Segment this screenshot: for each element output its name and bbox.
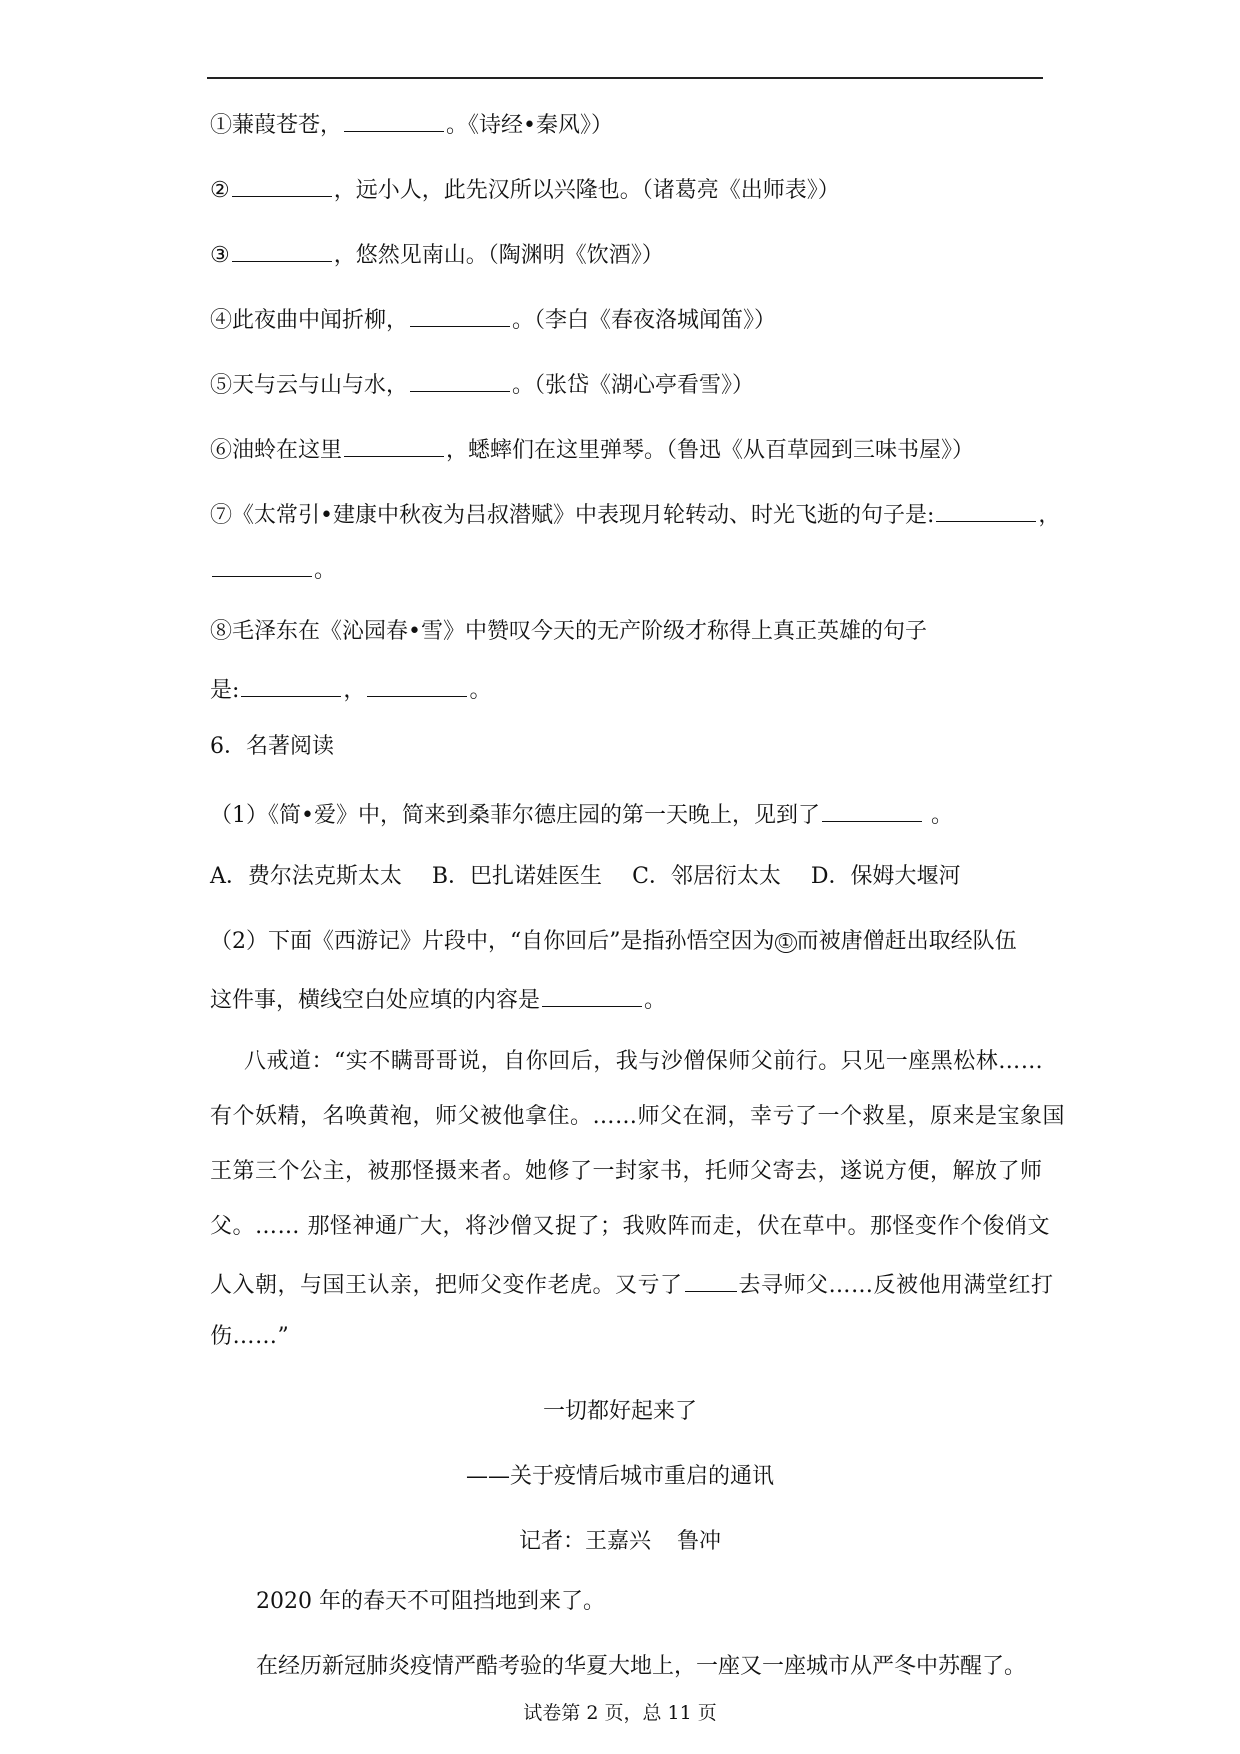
option-b[interactable]: B．巴扎诺娃医生 bbox=[431, 864, 603, 889]
question-5-7 bbox=[210, 497, 1061, 531]
question-6-2-line2 bbox=[210, 982, 1040, 1016]
question-5-7-line2 bbox=[210, 552, 1040, 586]
question-text: 天与云与山与水， bbox=[232, 373, 409, 398]
article-paragraph-2: 在经历新冠肺炎疫情严酷考验的华夏大地上，一座又一座城市从严冬中苏醒了。 bbox=[256, 1654, 1027, 1679]
reporter-name: 鲁冲 bbox=[677, 1529, 722, 1554]
question-text: 此夜曲中闻折柳， bbox=[232, 308, 409, 333]
question-text: 蒹葭苍苍， bbox=[232, 113, 343, 138]
question-text: 。（张岱《湖心亭看雪》） bbox=[512, 373, 755, 398]
question-text: 毛泽东在《沁园春•雪》中赞叹今天的无产阶级才称得上真正英雄的句子 bbox=[232, 619, 927, 644]
question-5-8 bbox=[210, 617, 1040, 647]
question-text: 。 bbox=[314, 558, 337, 583]
passage-line-4: 父。…… 那怪神通广大，将沙僧又捉了；我败阵而走，伏在草中。那怪变作个俊俏文 bbox=[210, 1214, 1050, 1239]
question-5-8-line2 bbox=[210, 672, 1040, 706]
item-number: ⑤ bbox=[210, 373, 233, 398]
answer-blank[interactable] bbox=[685, 1267, 737, 1292]
question-text: ，远小人，此先汉所以兴隆也。（诸葛亮《出师表》） bbox=[333, 178, 840, 203]
answer-blank[interactable] bbox=[344, 432, 444, 457]
answer-blank[interactable] bbox=[410, 367, 510, 392]
answer-blank[interactable] bbox=[936, 497, 1036, 522]
answer-blank[interactable] bbox=[241, 672, 341, 697]
question-text: 而被唐僧赶出取经队伍 bbox=[796, 929, 1017, 954]
reporter-label: 记者：王嘉兴 bbox=[518, 1529, 651, 1554]
item-number: ⑥ bbox=[210, 438, 233, 463]
question-text: ，蟋蟀们在这里弹琴。（鲁迅《从百草园到三味书屋》） bbox=[446, 438, 975, 463]
question-text: ，悠然见南山。（陶渊明《饮酒》） bbox=[333, 243, 664, 268]
item-number: ⑦ bbox=[210, 503, 233, 528]
answer-blank[interactable] bbox=[344, 107, 444, 132]
question-text: （1）《简•爱》中，简来到桑菲尔德庄园的第一天晚上，见到了 bbox=[210, 803, 820, 828]
question-text: 。 bbox=[644, 988, 667, 1013]
answer-blank[interactable] bbox=[542, 982, 642, 1007]
question-6-title: 6．名著阅读 bbox=[210, 734, 334, 759]
item-number: ④ bbox=[210, 308, 233, 333]
question-text: 《太常引•建康中秋夜为吕叔潜赋》中表现月轮转动、时光飞逝的句子是: bbox=[232, 503, 935, 528]
passage-text: 去寻师父……反被他用满堂红打 bbox=[738, 1273, 1054, 1298]
passage-line-2: 有个妖精，名唤黄袍，师父被他拿住。……师父在洞，幸亏了一个救星，原来是宝象国 bbox=[210, 1104, 1066, 1129]
question-text: 。 bbox=[923, 803, 953, 828]
answer-blank[interactable] bbox=[232, 172, 332, 197]
question-6-2 bbox=[210, 927, 1040, 957]
question-6-1 bbox=[210, 797, 1040, 831]
item-number: ③ bbox=[210, 243, 230, 268]
article-title: 一切都好起来了 bbox=[542, 1399, 697, 1424]
page-footer: 试卷第 2 页，总 11 页 bbox=[523, 1702, 717, 1724]
passage-line-5 bbox=[210, 1267, 1054, 1301]
option-a[interactable]: A．费尔法克斯太太 bbox=[210, 864, 402, 889]
answer-blank[interactable] bbox=[822, 797, 922, 822]
passage-line-1: 八戒道：“实不瞒哥哥说，自你回后，我与沙僧保师父前行。只见一座黑松林…… bbox=[244, 1049, 1044, 1074]
question-5-4 bbox=[210, 302, 1040, 336]
passage-line-6: 伤……” bbox=[210, 1324, 290, 1349]
circled-marker: ① bbox=[775, 933, 797, 953]
question-text: 。（李白《春夜洛城闻笛》） bbox=[512, 308, 777, 333]
answer-blank[interactable] bbox=[367, 672, 467, 697]
article-paragraph-1: 2020 年的春天不可阻挡地到来了。 bbox=[256, 1589, 605, 1614]
question-text: （2）下面《西游记》片段中，“自你回后”是指孙悟空因为 bbox=[210, 929, 775, 954]
question-text: 油蛉在这里 bbox=[232, 438, 343, 463]
item-number: ⑧ bbox=[210, 619, 233, 644]
question-text: 这件事，横线空白处应填的内容是 bbox=[210, 988, 541, 1013]
question-5-3 bbox=[210, 237, 1040, 271]
article-reporters bbox=[0, 1527, 1240, 1557]
question-text: ， bbox=[1038, 503, 1061, 528]
option-c[interactable]: C．邻居衍太太 bbox=[632, 864, 781, 889]
question-text: 。 bbox=[469, 678, 492, 703]
question-text: 是: bbox=[210, 678, 240, 703]
passage-text: 人入朝，与国王认亲，把师父变作老虎。又亏了 bbox=[210, 1273, 683, 1298]
answer-blank[interactable] bbox=[232, 237, 332, 262]
question-5-6 bbox=[210, 432, 1040, 466]
question-5-2 bbox=[210, 172, 1040, 206]
article-subtitle: ——关于疫情后城市重启的通讯 bbox=[465, 1464, 774, 1489]
item-number: ① bbox=[210, 113, 233, 138]
question-6-1-options bbox=[210, 862, 1040, 892]
question-text: ， bbox=[343, 678, 366, 703]
option-d[interactable]: D．保姆大堰河 bbox=[810, 864, 961, 889]
answer-blank[interactable] bbox=[410, 302, 510, 327]
item-number: ② bbox=[210, 178, 230, 203]
question-5-5 bbox=[210, 367, 1040, 401]
passage-line-3: 王第三个公主，被那怪摄来者。她修了一封家书，托师父寄去，遂说方便，解放了师 bbox=[210, 1159, 1043, 1184]
header-rule bbox=[207, 77, 1043, 79]
question-5-1 bbox=[210, 107, 1040, 141]
answer-blank[interactable] bbox=[212, 552, 312, 577]
question-text: 。《诗经•秦风》） bbox=[446, 113, 614, 138]
